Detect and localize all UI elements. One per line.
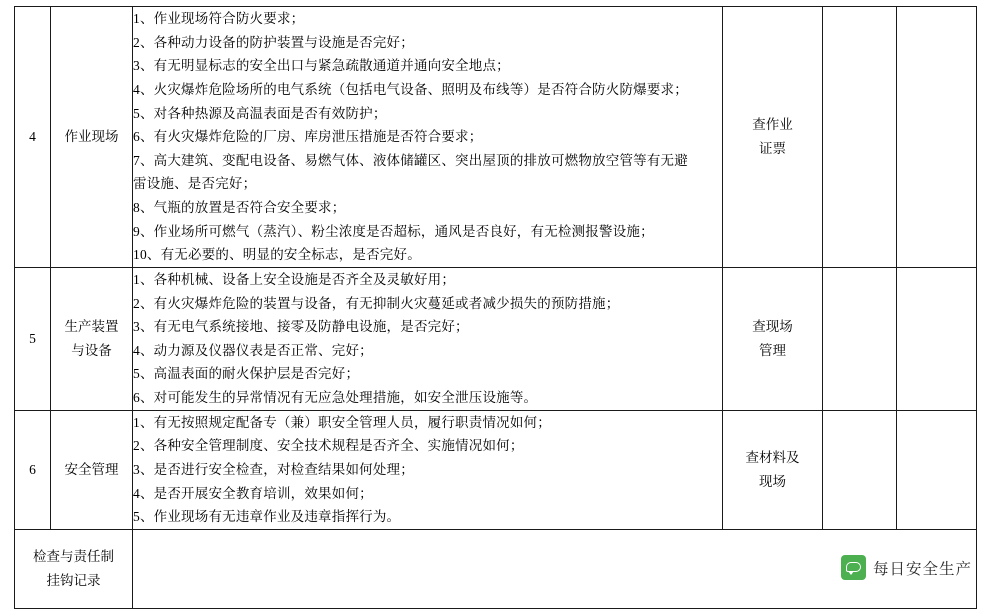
content-line: 6、对可能发生的异常情况有无应急处理措施，如安全泄压设施等。	[133, 390, 538, 405]
footer-label-line: 挂钩记录	[46, 572, 101, 588]
content-line: 2、有火灾爆炸危险的装置与设备，有无抑制火灾蔓延或者减少损失的预防措施；	[133, 295, 620, 311]
content-line: 5、作业现场有无违章作业及违章指挥行为。	[133, 509, 401, 525]
row-blank-cell-1[interactable]	[823, 7, 897, 268]
row-blank-cell-2[interactable]	[897, 410, 977, 529]
method-line: 管理	[759, 342, 786, 358]
row-item-line: 安全管理	[64, 461, 119, 477]
row-item-line: 与设备	[71, 342, 112, 358]
content-line: 8、气瓶的放置是否符合安全要求；	[133, 200, 346, 215]
content-line: 1、各种机械、设备上安全设施是否齐全及灵敏好用；	[133, 271, 456, 287]
method-line: 现场	[759, 473, 786, 489]
row-blank-cell-2[interactable]	[897, 7, 977, 268]
table-row	[15, 7, 977, 268]
content-line: 3、有无电气系统接地、接零及防静电设施，是否完好；	[133, 319, 469, 335]
row-content	[133, 267, 723, 410]
row-blank-cell-1[interactable]	[823, 410, 897, 529]
content-line: 3、有无明显标志的安全出口与紧急疏散通道并通向安全地点；	[133, 58, 510, 74]
method-line: 查材料及	[745, 450, 800, 466]
method-line: 查现场	[752, 319, 793, 335]
content-line: 9、作业场所可燃气（蒸汽）、粉尘浓度是否超标，通风是否良好，有无检测报警设施；	[133, 223, 654, 239]
row-blank-cell-2[interactable]	[897, 267, 977, 410]
content-line: 5、高温表面的耐火保护层是否完好；	[133, 366, 360, 382]
content-line: 2、各种动力设备的防护装置与设施是否完好；	[133, 34, 414, 50]
table-row	[15, 267, 977, 410]
row-method	[723, 7, 823, 268]
row-blank-cell-1[interactable]	[823, 267, 897, 410]
method-line: 查作业	[752, 117, 793, 133]
content-line: 2、各种安全管理制度、安全技术规程是否齐全、实施情况如何；	[133, 438, 524, 454]
watermark	[841, 555, 972, 580]
content-line: 6、有火灾爆炸危险的厂房、库房泄压措施是否符合要求；	[133, 129, 483, 145]
content-line: 5、对各种热源及高温表面是否有效防护；	[133, 105, 387, 121]
content-line: 4、是否开展安全教育培训，效果如何；	[133, 485, 373, 501]
content-line: 雷设施、是否完好；	[133, 176, 257, 192]
wechat-logo-icon	[841, 555, 866, 580]
row-item-line: 作业现场	[64, 129, 119, 145]
row-item-line: 生产装置	[64, 319, 119, 335]
row-item-name	[51, 7, 133, 268]
row-number: 5	[15, 267, 51, 410]
content-line: 10、有无必要的、明显的安全标志，是否完好。	[133, 247, 421, 263]
row-content	[133, 410, 723, 529]
method-line: 证票	[759, 140, 786, 156]
row-content	[133, 7, 723, 268]
row-number: 6	[15, 410, 51, 529]
row-number: 4	[15, 7, 51, 268]
content-line: 3、是否进行安全检查，对检查结果如何处理；	[133, 461, 414, 477]
table-row	[15, 410, 977, 529]
footer-label-line: 检查与责任制	[33, 549, 114, 565]
watermark-label: 每日安全生产	[872, 560, 972, 578]
content-line: 4、火灾爆炸危险场所的电气系统（包括电气设备、照明及布线等）是否符合防火防爆要求；	[133, 81, 688, 97]
footer-label	[15, 529, 133, 608]
content-line: 1、作业现场符合防火要求；	[133, 11, 305, 26]
table-footer-row	[15, 529, 977, 608]
row-method	[723, 410, 823, 529]
row-item-name	[51, 267, 133, 410]
row-item-name	[51, 410, 133, 529]
row-method	[723, 267, 823, 410]
content-line: 7、高大建筑、变配电设备、易燃气体、液体储罐区、突出屋顶的排放可燃物放空管等有无避	[133, 152, 688, 168]
content-line: 4、动力源及仪器仪表是否正常、完好；	[133, 342, 373, 358]
safety-checklist-table	[14, 6, 977, 609]
content-line: 1、有无按照规定配备专（兼）职安全管理人员，履行职责情况如何；	[133, 414, 551, 430]
